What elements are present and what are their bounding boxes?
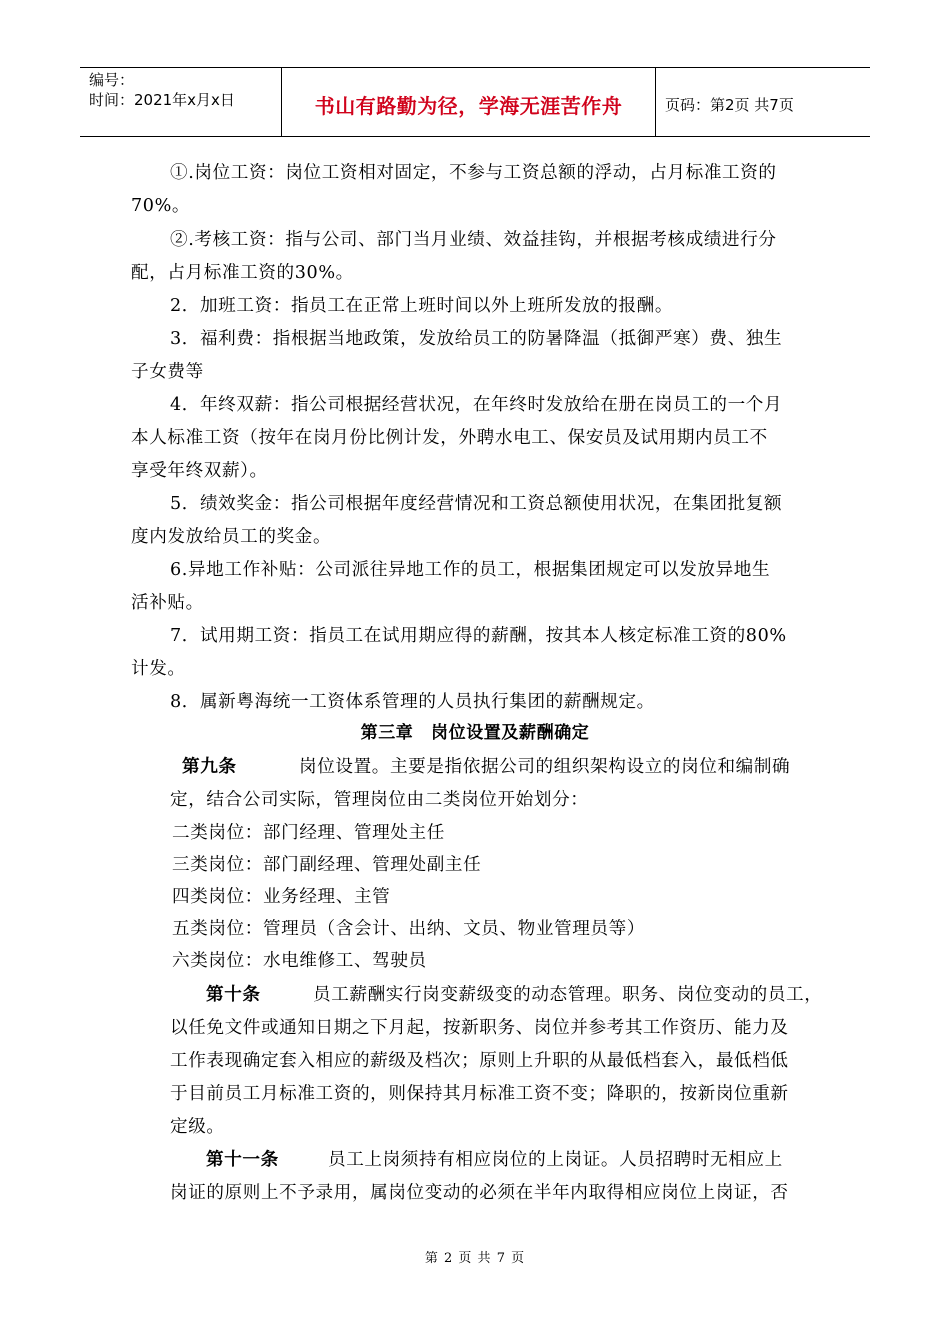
paragraph-line: 5．绩效奖金：指公司根据年度经营情况和工资总额使用状况，在集团批复额 (170, 494, 783, 514)
paragraph-line: 2．加班工资：指员工在正常上班时间以外上班所发放的报酬。 (170, 296, 674, 316)
paragraph-line: 7．试用期工资：指员工在试用期应得的薪酬，按其本人核定标准工资的80% (170, 626, 787, 646)
paragraph-line: 员工薪酬实行岗变薪级变的动态管理。职务、岗位变动的员工， (313, 985, 823, 1005)
paragraph-line: 活补贴。 (131, 593, 204, 613)
page-footer: 第 2 页 共 7 页 (424, 1251, 526, 1266)
article-9-label: 第九条 (182, 756, 237, 777)
header-page-number: 页码：第2页 共7页 (665, 95, 794, 114)
paragraph-line: 定，结合公司实际，管理岗位由二类岗位开始划分： (170, 790, 589, 810)
paragraph-line: 配，占月标准工资的30%。 (131, 263, 354, 283)
paragraph-line: 子女费等 (131, 362, 204, 382)
paragraph-line: 计发。 (131, 659, 186, 679)
paragraph-line: 3．福利费：指根据当地政策，发放给员工的防暑降温（抵御严寒）费、独生 (170, 329, 783, 349)
paragraph-line: 度内发放给员工的奖金。 (131, 527, 332, 547)
paragraph-line: 岗证的原则上不予录用，属岗位变动的必须在半年内取得相应岗位上岗证，否 (170, 1183, 789, 1203)
paragraph-line: 工作表现确定套入相应的薪级及档次；原则上升职的从最低档套入，最低档低 (170, 1051, 789, 1071)
article-11-label: 第十一条 (206, 1149, 279, 1170)
document-date-label: 时间：2021年x月x日 (89, 91, 235, 109)
paragraph-line: 70%。 (131, 196, 191, 216)
paragraph-line: ②.考核工资：指与公司、部门当月业绩、效益挂钩，并根据考核成绩进行分 (170, 230, 777, 250)
chapter-title: 第三章 岗位设置及薪酬确定 (360, 723, 590, 743)
paragraph-line: 享受年终双薪）。 (131, 461, 268, 481)
paragraph-line: 于目前员工月标准工资的，则保持其月标准工资不变；降职的，按新岗位重新 (170, 1084, 789, 1104)
paragraph-line: 6.异地工作补贴：公司派往异地工作的员工，根据集团规定可以发放异地生 (170, 560, 771, 580)
paragraph-line: 8．属新粤海统一工资体系管理的人员执行集团的薪酬规定。 (170, 692, 655, 712)
paragraph-line: 员工上岗须持有相应岗位的上岗证。人员招聘时无相应上 (328, 1150, 783, 1170)
position-category-4: 四类岗位：业务经理、主管 (172, 887, 391, 907)
position-category-2: 二类岗位：部门经理、管理处主任 (172, 823, 445, 843)
paragraph-line: 岗位设置。主要是指依据公司的组织架构设立的岗位和编制确 (299, 757, 791, 777)
paragraph-line: 本人标准工资（按年在岗月份比例计发，外聘水电工、保安员及试用期内员工不 (131, 428, 768, 448)
position-category-3: 三类岗位：部门副经理、管理处副主任 (172, 855, 482, 875)
paragraph-line: 以任免文件或通知日期之下月起，按新职务、岗位并参考其工作资历、能力及 (170, 1018, 789, 1038)
paragraph-line: 4．年终双薪：指公司根据经营状况，在年终时发放给在册在岗员工的一个月 (170, 395, 783, 415)
position-category-6: 六类岗位：水电维修工、驾驶员 (172, 951, 427, 971)
paragraph-line: ①.岗位工资：岗位工资相对固定，不参与工资总额的浮动，占月标准工资的 (170, 163, 777, 183)
paragraph-line: 定级。 (170, 1117, 225, 1137)
position-category-5: 五类岗位：管理员（含会计、出纳、文员、物业管理员等） (172, 919, 646, 939)
header-motto: 书山有路勤为径，学海无涯苦作舟 (282, 68, 656, 136)
document-number-label: 编号： (89, 71, 135, 89)
article-10-label: 第十条 (206, 984, 261, 1005)
